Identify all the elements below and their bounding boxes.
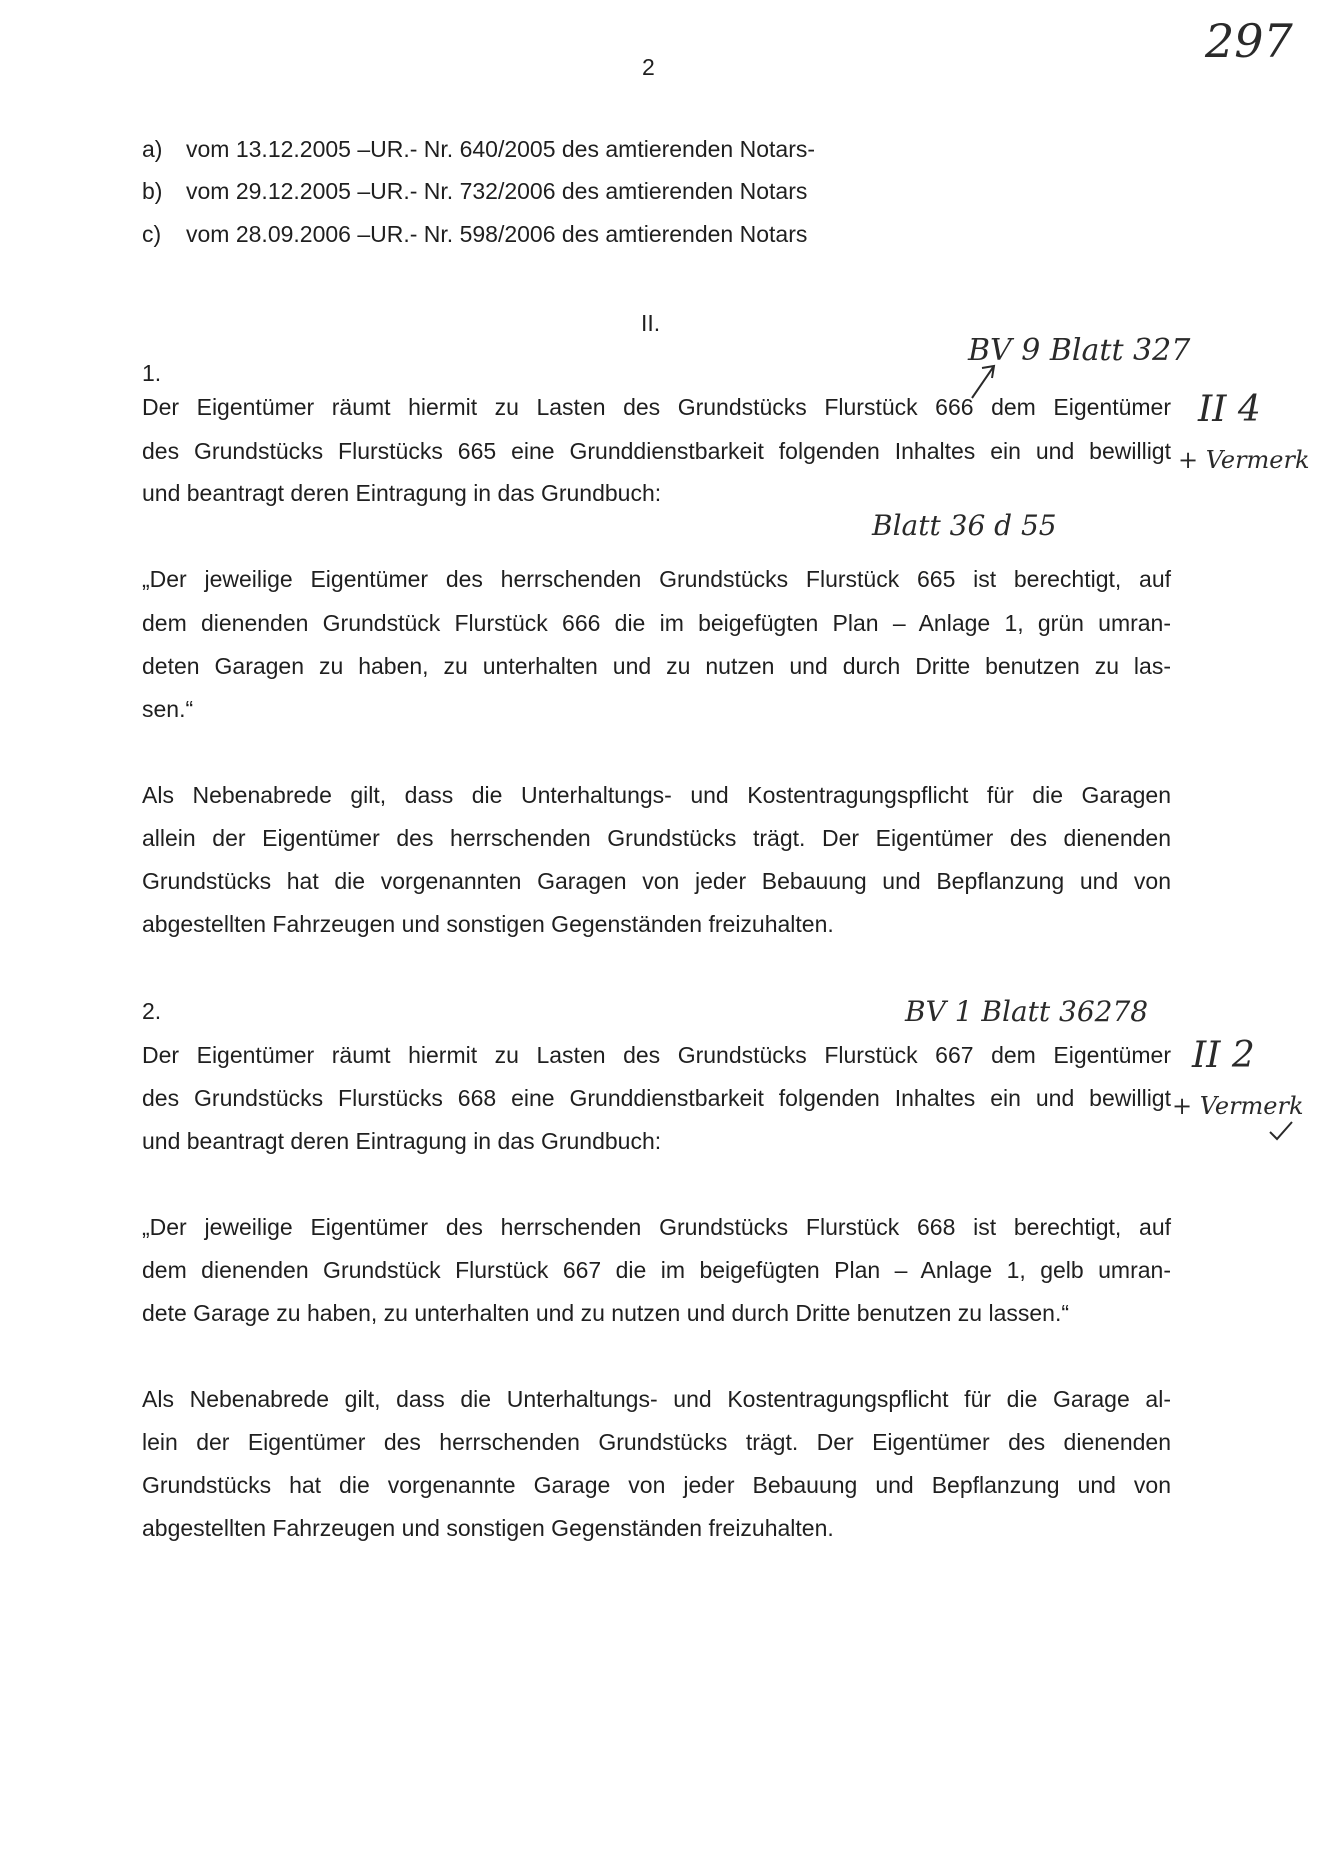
paragraph-line: Grundstücks hat die vorgenannte Garage von jeder Bebauung und Bepflanzung und von bbox=[142, 1472, 1171, 1498]
section-heading: II. bbox=[641, 310, 661, 336]
paragraph-line: des Grundstücks Flurstücks 668 eine Grunddienstbarkeit folgenden Inhaltes ein und bewilligt bbox=[142, 1085, 1171, 1111]
section-number: 1. bbox=[142, 360, 162, 386]
quote-line: sen.“ bbox=[142, 696, 194, 722]
handwritten-note-roman: II 2 bbox=[1192, 1035, 1255, 1076]
quote-line: dem dienenden Grundstück Flurstück 667 die im beigefügten Plan – Anlage 1, gelb umran- bbox=[142, 1257, 1171, 1283]
list-item-text: vom 13.12.2005 –UR.- Nr. 640/2005 des amtierenden Notars- bbox=[186, 136, 816, 162]
paragraph-line: und beantragt deren Eintragung in das Grundbuch: bbox=[142, 480, 662, 506]
paragraph-line: Als Nebenabrede gilt, dass die Unterhaltungs- und Kostentragungspflicht für die Garage al- bbox=[142, 1386, 1171, 1412]
handwritten-note-roman: II 4 bbox=[1198, 389, 1261, 430]
handwritten-arrow-icon bbox=[968, 360, 1002, 400]
paragraph-line: des Grundstücks Flurstücks 665 eine Grunddienstbarkeit folgenden Inhaltes ein und bewilligt bbox=[142, 438, 1171, 464]
paragraph-line: Der Eigentümer räumt hiermit zu Lasten des Grundstücks Flurstück 667 dem Eigentümer bbox=[142, 1042, 1171, 1068]
handwritten-check-icon bbox=[1268, 1120, 1294, 1142]
handwritten-note-ref: BV 1 Blatt 36278 bbox=[905, 995, 1149, 1028]
paragraph-line: und beantragt deren Eintragung in das Grundbuch: bbox=[142, 1128, 662, 1154]
list-item-label: b) bbox=[142, 178, 163, 204]
handwritten-note-plus: + Vermerk bbox=[1178, 446, 1310, 474]
paragraph-line: abgestellten Fahrzeugen und sonstigen Gegenständen freizuhalten. bbox=[142, 911, 834, 937]
handwritten-page-number: 297 bbox=[1205, 14, 1293, 68]
list-item bbox=[142, 180, 942, 206]
list-item-label: c) bbox=[142, 221, 162, 247]
quote-line: „Der jeweilige Eigentümer des herrschenden Grundstücks Flurstück 668 ist berechtigt, auf bbox=[142, 1214, 1171, 1240]
quote-line: dete Garage zu haben, zu unterhalten und zu nutzen und durch Dritte benutzen zu lassen.“ bbox=[142, 1300, 1070, 1326]
quote-line: „Der jeweilige Eigentümer des herrschenden Grundstücks Flurstück 665 ist berechtigt, auf bbox=[142, 566, 1171, 592]
paragraph-line: lein der Eigentümer des herrschenden Grundstücks trägt. Der Eigentümer des dienenden bbox=[142, 1429, 1171, 1455]
handwritten-note-ref: BV 9 Blatt 327 bbox=[968, 333, 1191, 368]
quote-line: deten Garagen zu haben, zu unterhalten und zu nutzen und durch Dritte benutzen zu las- bbox=[142, 653, 1171, 679]
list-item bbox=[142, 138, 942, 164]
list-item bbox=[142, 223, 942, 249]
page-number: 2 bbox=[642, 54, 655, 80]
list-item-text: vom 29.12.2005 –UR.- Nr. 732/2006 des amtierenden Notars bbox=[186, 178, 808, 204]
paragraph-line: abgestellten Fahrzeugen und sonstigen Gegenständen freizuhalten. bbox=[142, 1515, 834, 1541]
paragraph-line: Der Eigentümer räumt hiermit zu Lasten des Grundstücks Flurstück 666 dem Eigentümer bbox=[142, 394, 1171, 420]
paragraph-line: allein der Eigentümer des herrschenden Grundstücks trägt. Der Eigentümer des dienenden bbox=[142, 825, 1171, 851]
handwritten-note-blatt: Blatt 36 d 55 bbox=[872, 509, 1057, 542]
paragraph-line: Grundstücks hat die vorgenannten Garagen von jeder Bebauung und Bepflanzung und von bbox=[142, 868, 1171, 894]
section-number: 2. bbox=[142, 998, 162, 1024]
handwritten-note-plus: + Vermerk bbox=[1172, 1092, 1304, 1120]
list-item-label: a) bbox=[142, 136, 163, 162]
list-item-text: vom 28.09.2006 –UR.- Nr. 598/2006 des amtierenden Notars bbox=[186, 221, 808, 247]
quote-line: dem dienenden Grundstück Flurstück 666 die im beigefügten Plan – Anlage 1, grün umran- bbox=[142, 610, 1171, 636]
paragraph-line: Als Nebenabrede gilt, dass die Unterhaltungs- und Kostentragungspflicht für die Garagen bbox=[142, 782, 1171, 808]
